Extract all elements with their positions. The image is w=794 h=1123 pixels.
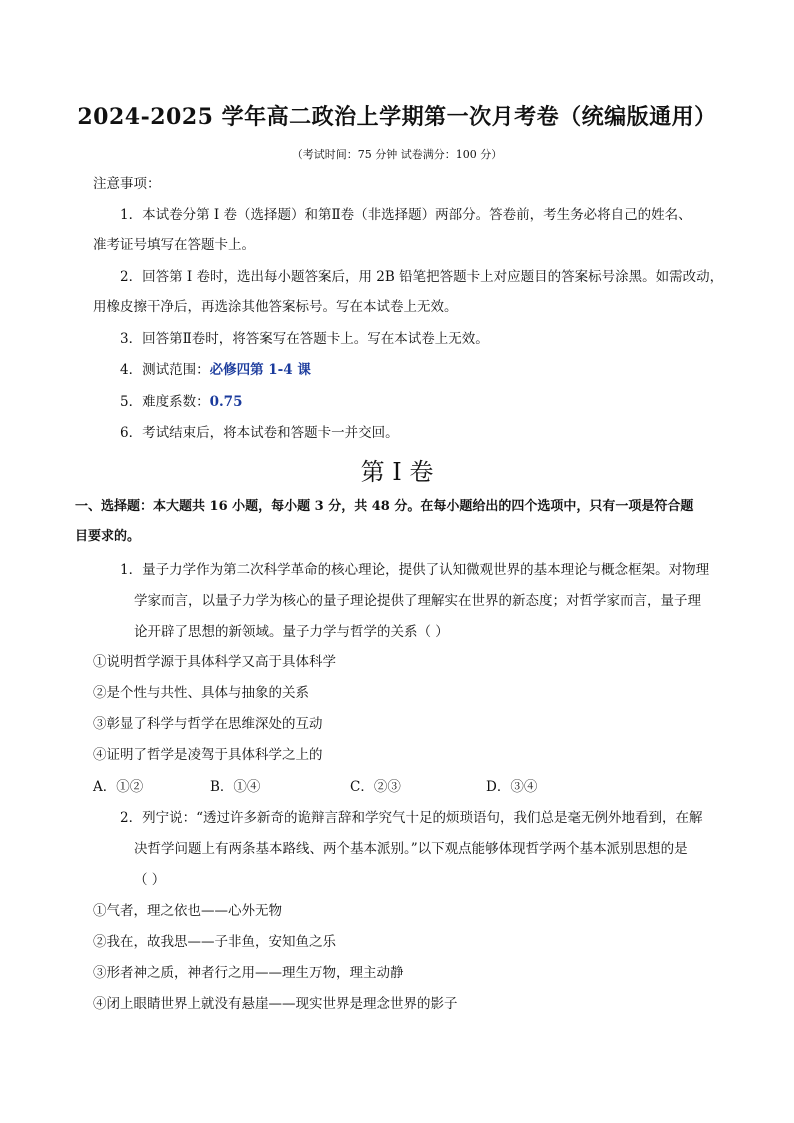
note-3: 3．回答第Ⅱ卷时，将答案写在答题卡上。写在本试卷上无效。 (120, 331, 489, 347)
question-2-line-2: 决哲学问题上有两条基本路线、两个基本派别。”以下观点能够体现哲学两个基本派别思想的是 (134, 841, 688, 857)
question-1-line-3: 论开辟了思想的新领域。量子力学与哲学的关系（ ） (134, 624, 449, 640)
note-4 (120, 360, 311, 380)
question-1-statement-1: ①说明哲学源于具体科学又高于具体科学 (93, 654, 336, 670)
note-5 (120, 392, 242, 412)
note-2-line-1: 2．回答第 I 卷时，选出每小题答案后，用 2B 铅笔把答题卡上对应题目的答案标号涂黑。如需改动， (120, 269, 724, 285)
note-4-label: 4．测试范围： (120, 362, 210, 378)
question-2-statement-4: ④闭上眼睛世界上就没有悬崖——现实世界是理念世界的影子 (93, 996, 458, 1012)
question-2-line-3: （ ） (134, 872, 166, 888)
question-1-statement-4: ④证明了哲学是凌驾于具体科学之上的 (93, 747, 323, 763)
question-1-option-d: D．③④ (486, 779, 538, 795)
test-scope-value: 必修四第 1-4 课 (209, 362, 311, 378)
notes-heading: 注意事项： (93, 176, 161, 192)
question-1-option-c: C．②③ (350, 779, 401, 795)
note-1-line-2: 准考证号填写在答题卡上。 (93, 237, 255, 253)
note-1-line-1: 1．本试卷分第 I 卷（选择题）和第Ⅱ卷（非选择题）两部分。答卷前，考生务必将自己的姓名、 (120, 207, 692, 223)
exam-title: 2024-2025 学年高二政治上学期第一次月考卷（统编版通用） (77, 104, 717, 130)
volume-title: 第 I 卷 (360, 458, 434, 486)
question-2-line-1: 2．列宁说：“透过许多新奇的诡辩言辞和学究气十足的烦琐语句，我们总是毫无例外地看到，在解 (120, 810, 703, 826)
question-2-statement-1: ①气者，理之依也——心外无物 (93, 903, 282, 919)
question-1-option-b: B．①④ (210, 779, 261, 795)
question-1-statement-3: ③彰显了科学与哲学在思维深处的互动 (93, 716, 323, 732)
question-2-statement-2: ②我在，故我思——子非鱼，安知鱼之乐 (93, 934, 336, 950)
note-2-line-2: 用橡皮擦干净后，再选涂其他答案标号。写在本试卷上无效。 (93, 299, 458, 315)
note-5-label: 5．难度系数： (120, 394, 210, 410)
question-1-line-2: 学家而言，以量子力学为核心的量子理论提供了理解实在世界的新态度；对哲学家而言，量子理 (134, 593, 701, 609)
question-2-statement-3: ③形者神之质，神者行之用——理生万物，理主动静 (93, 965, 404, 981)
question-1-line-1: 1．量子力学作为第二次科学革命的核心理论，提供了认知微观世界的基本理论与概念框架。对物理 (120, 562, 710, 578)
question-1-statement-2: ②是个性与共性、具体与抽象的关系 (93, 685, 309, 701)
question-1-option-a: A．①② (93, 779, 144, 795)
difficulty-value: 0.75 (209, 394, 243, 410)
exam-subtitle: （考试时间：75 分钟 试卷满分：100 分） (291, 148, 503, 161)
note-6: 6．考试结束后，将本试卷和答题卡一并交回。 (120, 425, 399, 441)
section-1-instructions-line-1: 一、选择题：本大题共 16 小题，每小题 3 分，共 48 分。在每小题给出的四个选项中，只有一项是符合题 (75, 499, 694, 514)
section-1-instructions-line-2: 目要求的。 (75, 529, 141, 544)
